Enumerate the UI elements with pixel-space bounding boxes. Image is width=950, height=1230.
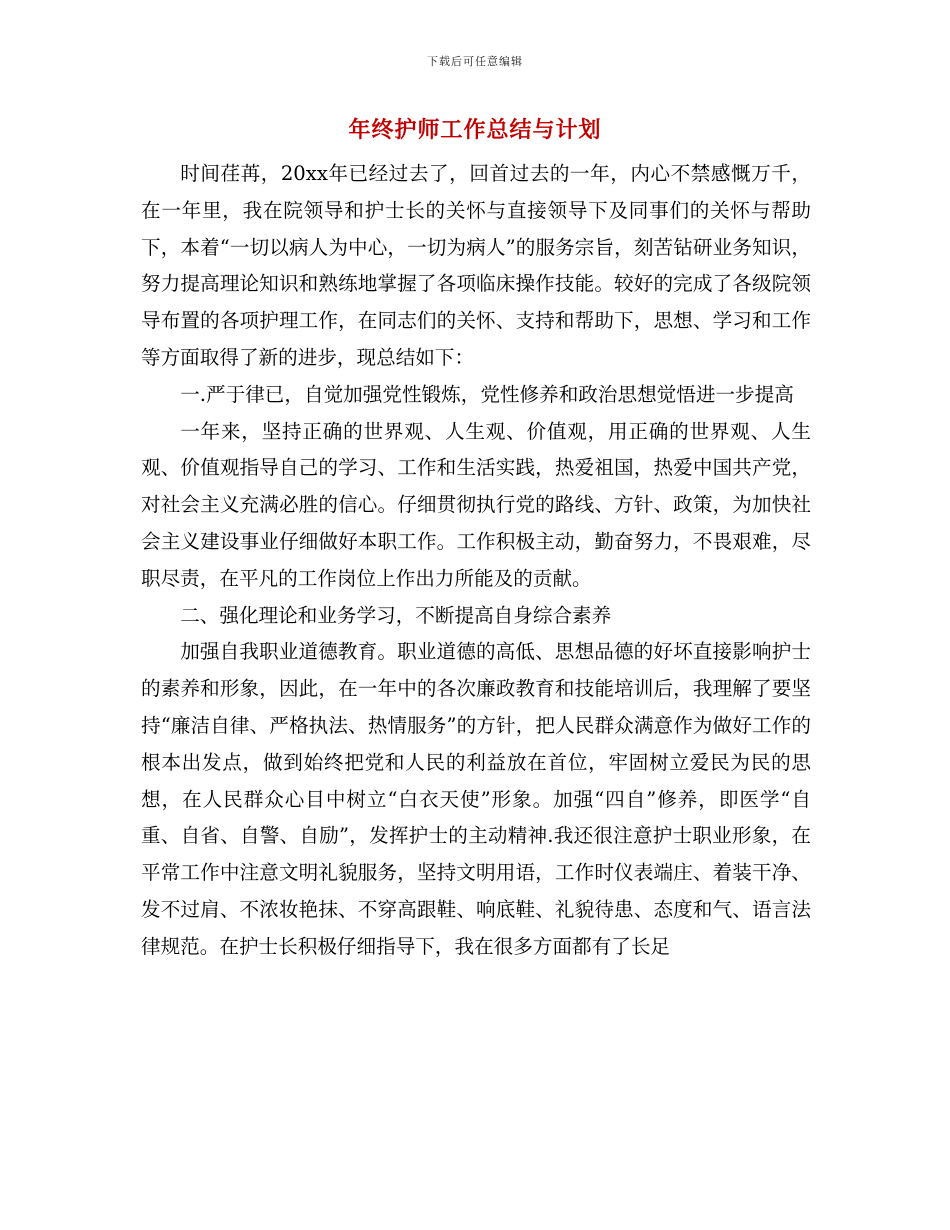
- paragraph-heading-1: 一.严于律已，自觉加强党性锻炼，党性修养和政治思想觉悟进一步提高: [180, 382, 794, 406]
- paragraph-section-1: 一年来，坚持正确的世界观、人生观、价值观，用正确的世界观、人生观、价值观指导自己的学习、工作和生活实践，热爱祖国，热爱中国共产党，对社会主义充满必胜的信心。仔细贯彻执行党的路线、方针、政策，为加快社会主义建设事业仔细做好本职工作。工作积极主动，勤奋努力，不畏艰难，尽职尽责，在平凡的工作岗位上作出力所能及的贡献。: [141, 419, 811, 590]
- paragraph-intro: 时间荏苒，20xx年已经过去了，回首过去的一年，内心不禁感慨万千，在一年里，我在院领导和护士长的关怀与直接领导下及同事们的关怀与帮助下，本着“一切以病人为中心，一切为病人”的服务宗旨，刻苦钻研业务知识，努力提高理论知识和熟练地掌握了各项临床操作技能。较好的完成了各级院领导布置的各项护理工作，在同志们的关怀、支持和帮助下，思想、学习和工作等方面取得了新的进步，现总结如下：: [141, 162, 811, 369]
- paragraph-section-2: 加强自我职业道德教育。职业道德的高低、思想品德的好坏直接影响护士的素养和形象，因此，在一年中的各次廉政教育和技能培训后，我理解了要坚持“廉洁自律、严格执法、热情服务”的方针，把人民群众满意作为做好工作的根本出发点，做到始终把党和人民的利益放在首位，牢固树立爱民为民的思想，在人民群众心目中树立“白衣天使”形象。加强“四自”修养，即医学“自重、自省、自警、自励”，发挥护士的主动精神.我还很注意护士职业形象，在平常工作中注意文明礼貌服务，坚持文明用语，工作时仪表端庄、着装干净、发不过肩、不浓妆艳抹、不穿高跟鞋、响底鞋、礼貌待患、态度和气、语言法律规范。在护士长积极仔细指导下，我在很多方面都有了长足: [141, 640, 811, 958]
- document-body: [141, 156, 811, 966]
- document-title: 年终护师工作总结与计划: [348, 117, 602, 143]
- paragraph-heading-2: 二、强化理论和业务学习，不断提高自身综合素养: [180, 603, 612, 627]
- page-header-note: 下载后可任意编辑: [427, 55, 523, 68]
